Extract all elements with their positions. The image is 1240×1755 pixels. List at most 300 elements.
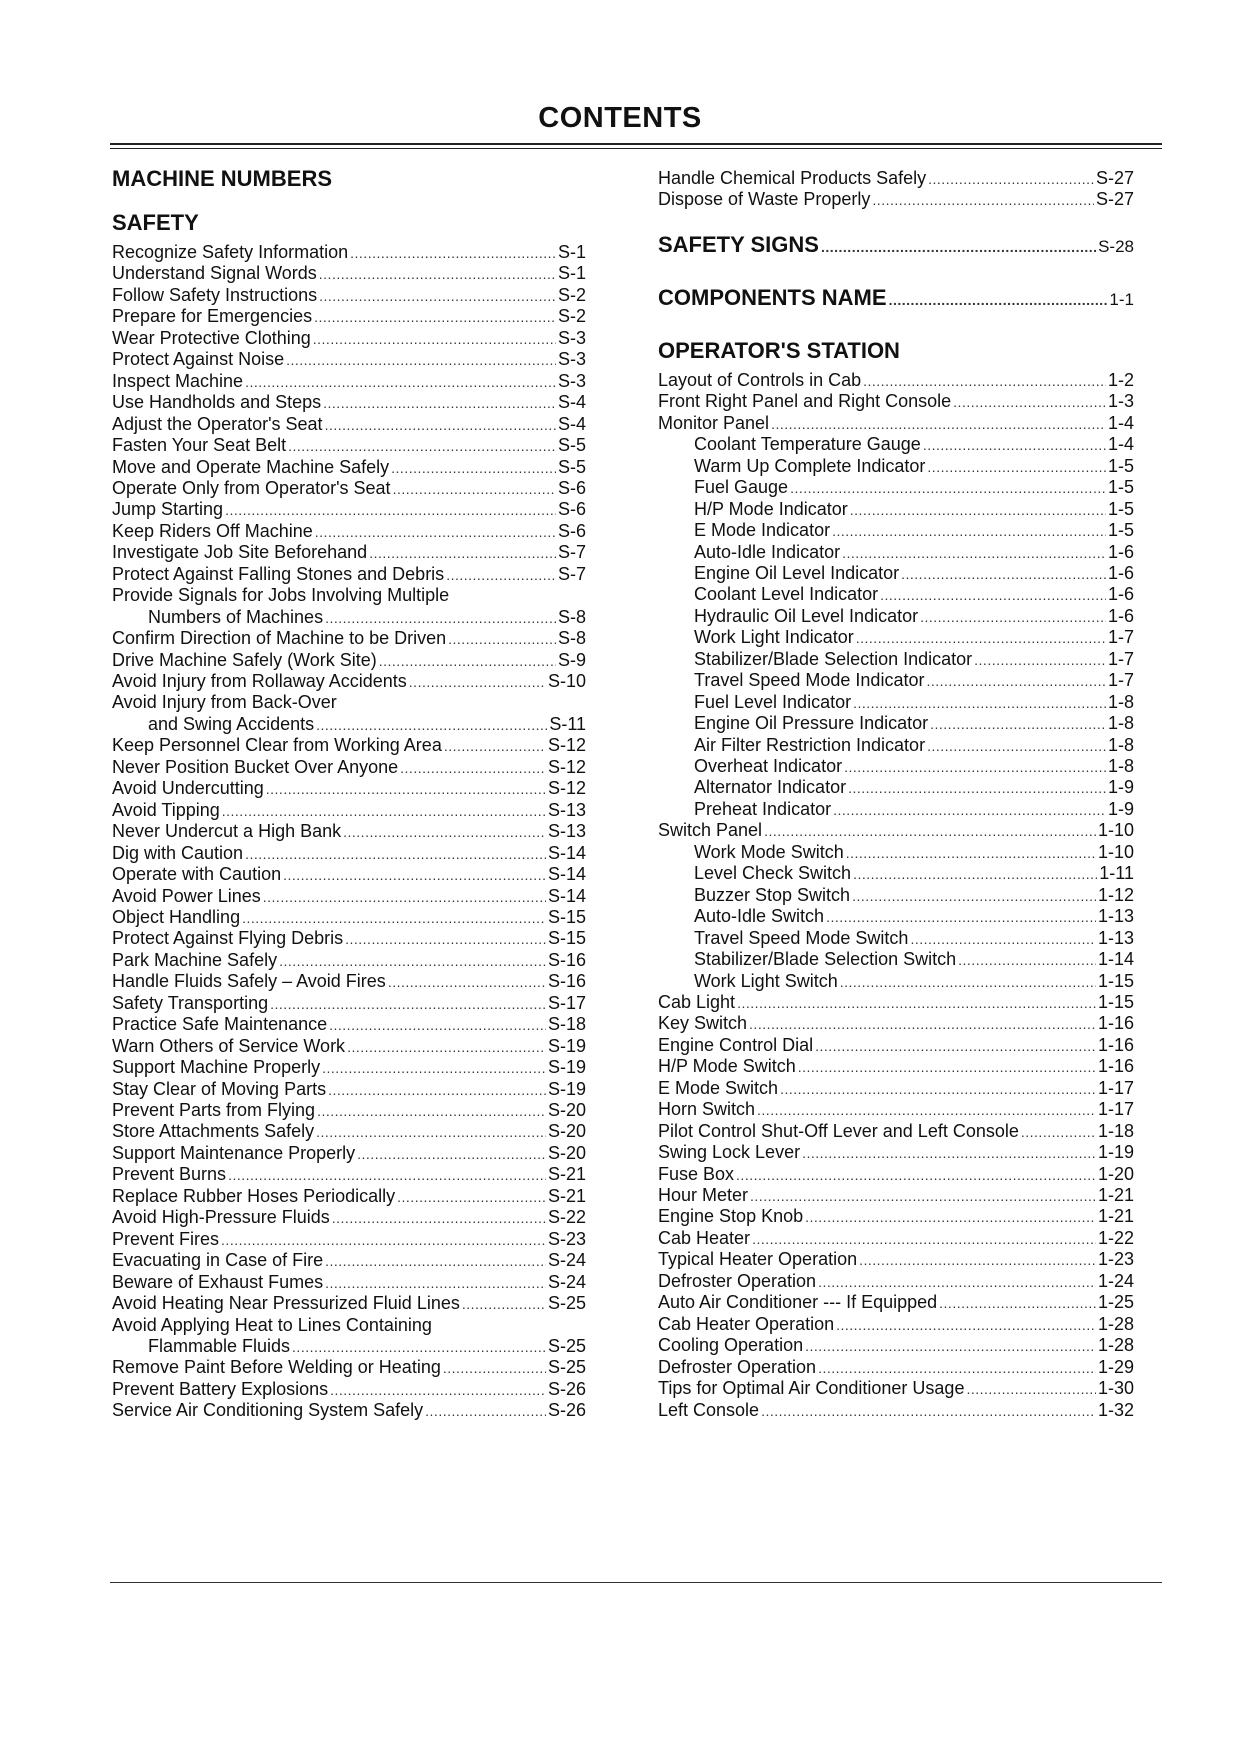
toc-page-number: 1-22 (1097, 1227, 1134, 1248)
toc-entry[interactable] (148, 1336, 586, 1357)
toc-entry-label: Monitor Panel (658, 412, 770, 433)
toc-page-number: 1-6 (1107, 562, 1134, 583)
toc-entry[interactable] (658, 168, 1134, 189)
toc-entry-label: Air Filter Restriction Indicator (694, 734, 926, 755)
toc-entry-text: Avoid Injury from Back-Over (112, 692, 337, 713)
toc-entry-label: Remove Paint Before Welding or Heating (112, 1357, 441, 1378)
toc-entry[interactable] (658, 1035, 1134, 1056)
toc-entry[interactable] (112, 1293, 586, 1314)
toc-entry-label: Tips for Optimal Air Conditioner Usage (658, 1378, 965, 1399)
toc-entry-label: Operate Only from Operator's Seat (112, 477, 391, 498)
toc-section-safety: SAFETY (112, 210, 199, 235)
dot-leader (330, 1382, 546, 1398)
toc-entry-label: Handle Chemical Products Safely (658, 168, 927, 188)
dot-leader (391, 460, 556, 476)
dot-leader (332, 1210, 546, 1226)
toc-entry[interactable] (694, 477, 1134, 498)
dot-leader (815, 1038, 1096, 1054)
toc-entry[interactable] (694, 777, 1134, 798)
toc-entry-label: Left Console (658, 1399, 760, 1420)
dot-leader (279, 953, 546, 969)
toc-entry[interactable] (658, 1292, 1134, 1313)
toc-page-number: 1-5 (1107, 477, 1134, 498)
toc-page-number: 1-20 (1097, 1163, 1134, 1184)
toc-page-number: 1-19 (1097, 1142, 1134, 1163)
toc-entry[interactable] (112, 435, 586, 456)
dot-leader (1021, 1124, 1096, 1140)
toc-entry[interactable] (658, 1206, 1134, 1227)
dot-leader (923, 437, 1106, 453)
dot-leader (325, 417, 556, 433)
dot-leader (319, 266, 556, 282)
toc-entry-label: Service Air Conditioning System Safely (112, 1400, 424, 1421)
dot-leader (889, 292, 1108, 308)
toc-entry-label: Cab Light (658, 991, 736, 1012)
toc-entry-label: Understand Signal Words (112, 263, 317, 284)
toc-entry[interactable] (112, 1143, 586, 1164)
toc-page-number: 1-28 (1097, 1313, 1134, 1334)
toc-entry[interactable] (112, 285, 586, 306)
toc-page-number: 1-12 (1097, 884, 1134, 905)
toc-entry[interactable] (694, 584, 1134, 605)
toc-entry[interactable] (112, 1057, 586, 1078)
toc-entry-label: Work Mode Switch (694, 841, 844, 862)
toc-entry[interactable] (112, 821, 586, 842)
toc-entry[interactable] (694, 906, 1134, 927)
toc-entry[interactable] (112, 950, 586, 971)
toc-entry-label: Practice Safe Maintenance (112, 1014, 328, 1035)
toc-entry[interactable] (112, 1229, 586, 1250)
toc-entry[interactable] (658, 820, 1134, 841)
toc-entry-label: Stabilizer/Blade Selection Switch (694, 949, 957, 970)
dot-leader (953, 394, 1106, 410)
toc-entry[interactable] (658, 1335, 1134, 1356)
toc-entry[interactable] (658, 413, 1134, 434)
toc-entry-label: Stay Clear of Moving Parts (112, 1078, 327, 1099)
dot-leader (325, 1253, 546, 1269)
dot-leader (316, 1124, 546, 1140)
dot-leader (328, 1082, 546, 1098)
toc-entry-label: Stabilizer/Blade Selection Indicator (694, 648, 973, 669)
dot-leader (856, 630, 1106, 646)
toc-page-number: 1-8 (1107, 713, 1134, 734)
toc-entry[interactable] (148, 714, 586, 735)
toc-entry[interactable] (112, 907, 586, 928)
toc-entry[interactable] (694, 799, 1134, 820)
toc-entry-label: Travel Speed Mode Indicator (694, 670, 925, 691)
toc-page-number: S-24 (547, 1271, 586, 1292)
toc-page-number: 1-6 (1107, 584, 1134, 605)
toc-entry[interactable] (694, 842, 1134, 863)
toc-entry[interactable] (694, 863, 1134, 884)
toc-entry-label: Recognize Safety Information (112, 242, 349, 262)
toc-page-number: 1-21 (1097, 1185, 1134, 1205)
toc-entry[interactable] (112, 757, 586, 778)
toc-entry[interactable] (112, 542, 586, 563)
dot-leader (317, 1103, 546, 1119)
toc-page-number: 1-25 (1097, 1292, 1134, 1313)
toc-entry-label: Swing Lock Lever (658, 1142, 801, 1163)
toc-page-number: 1-18 (1097, 1120, 1134, 1141)
dot-leader (736, 1167, 1096, 1183)
dot-leader (319, 288, 556, 304)
dot-leader (826, 909, 1096, 925)
toc-entry[interactable] (112, 1036, 586, 1057)
toc-entry[interactable] (112, 971, 586, 992)
dot-leader (930, 716, 1106, 732)
toc-entry[interactable] (694, 542, 1134, 563)
toc-entry[interactable] (694, 520, 1134, 541)
toc-section-safety-signs[interactable] (658, 232, 1134, 258)
toc-entry-label: Fuel Gauge (694, 477, 789, 498)
toc-entry[interactable] (112, 778, 586, 799)
toc-entry[interactable] (112, 650, 586, 671)
toc-page-number: S-16 (547, 971, 586, 992)
toc-page-number: 1-6 (1107, 541, 1134, 562)
toc-page-number: 1-9 (1107, 777, 1134, 798)
dot-leader (852, 888, 1096, 904)
toc-page-number: 1-8 (1107, 734, 1134, 755)
dot-leader (752, 1231, 1096, 1247)
toc-entry[interactable] (694, 692, 1134, 713)
toc-entry[interactable] (112, 671, 586, 692)
toc-entry-label: Dispose of Waste Properly (658, 189, 871, 210)
dot-leader (749, 1016, 1096, 1032)
toc-entry-label: H/P Mode Switch (658, 1056, 796, 1077)
toc-entry[interactable] (112, 1079, 586, 1100)
toc-entry[interactable] (694, 928, 1134, 949)
toc-page-number: S-12 (547, 756, 586, 777)
toc-entry[interactable] (658, 1164, 1134, 1185)
toc-page-number: S-21 (547, 1164, 586, 1185)
toc-entry-label: Work Light Switch (694, 970, 838, 991)
toc-entry[interactable] (112, 886, 586, 907)
toc-page-number: S-17 (547, 992, 586, 1013)
toc-entry[interactable] (112, 735, 586, 756)
dot-leader (780, 1081, 1096, 1097)
toc-entry[interactable] (658, 1249, 1134, 1270)
toc-page-number: 1-1 (1109, 289, 1134, 309)
toc-entry-label: Hydraulic Oil Level Indicator (694, 605, 919, 626)
toc-entry[interactable] (112, 928, 586, 949)
toc-entry[interactable] (112, 1357, 586, 1378)
dot-leader (409, 674, 546, 690)
toc-page-number: S-1 (557, 242, 586, 262)
dot-leader (958, 952, 1096, 968)
toc-entry-label: Defroster Operation (658, 1356, 817, 1377)
toc-entry[interactable] (112, 800, 586, 821)
toc-entry[interactable] (112, 1186, 586, 1207)
toc-entry-label: Auto-Idle Indicator (694, 541, 841, 562)
toc-entry[interactable] (112, 349, 586, 370)
toc-entry[interactable] (694, 949, 1134, 970)
toc-page-number: 1-8 (1107, 691, 1134, 712)
dot-leader (966, 1381, 1096, 1397)
toc-page-number: 1-21 (1097, 1206, 1134, 1227)
toc-entry[interactable] (112, 499, 586, 520)
toc-entry-label: Never Undercut a High Bank (112, 821, 342, 842)
toc-page-number: S-4 (557, 413, 586, 434)
toc-entry-label: Fuel Level Indicator (694, 691, 852, 712)
toc-entry[interactable] (112, 1379, 586, 1400)
toc-section-machine-numbers: MACHINE NUMBERS (112, 166, 332, 191)
dot-leader (221, 1232, 546, 1248)
dot-leader (880, 587, 1106, 603)
toc-entry[interactable] (112, 392, 586, 413)
toc-entry[interactable] (112, 1250, 586, 1271)
toc-page-number: 1-16 (1097, 1034, 1134, 1055)
toc-entry-label: and Swing Accidents (148, 713, 315, 734)
toc-entry[interactable] (112, 457, 586, 478)
toc-page-number: 1-32 (1097, 1399, 1134, 1420)
toc-entry[interactable] (658, 1378, 1134, 1399)
toc-section-components-name[interactable] (658, 285, 1134, 311)
dot-leader (329, 1017, 546, 1033)
toc-page-number: S-10 (547, 671, 586, 691)
toc-entry[interactable] (112, 1272, 586, 1293)
toc-entry-label: Horn Switch (658, 1099, 756, 1120)
toc-entry[interactable] (658, 1314, 1134, 1335)
toc-entry-label: Flammable Fluids (148, 1335, 291, 1356)
toc-entry-label: Numbers of Machines (148, 606, 324, 627)
dot-leader (443, 1360, 546, 1376)
toc-page-number: S-13 (547, 799, 586, 820)
toc-page-number: 1-9 (1107, 798, 1134, 819)
toc-page-number: S-23 (547, 1228, 586, 1249)
toc-entry-text: Provide Signals for Jobs Involving Multiple (112, 585, 450, 606)
dot-leader (853, 866, 1097, 882)
toc-entry-label: Work Light Indicator (694, 627, 854, 648)
toc-page-number: S-6 (557, 477, 586, 498)
toc-entry[interactable] (694, 606, 1134, 627)
dot-leader (325, 1275, 546, 1291)
toc-entry-label: Cab Heater Operation (658, 1313, 835, 1334)
toc-entry-label: Safety Transporting (112, 992, 269, 1013)
toc-entry[interactable] (112, 478, 586, 499)
toc-page-number: 1-5 (1107, 520, 1134, 541)
dot-leader (462, 1296, 546, 1312)
toc-entry[interactable] (694, 563, 1134, 584)
toc-entry-label: Protect Against Noise (112, 349, 285, 370)
toc-entry[interactable] (658, 370, 1134, 391)
toc-page-number: S-5 (557, 456, 586, 477)
toc-entry-label: Coolant Level Indicator (694, 584, 879, 605)
toc-page-number: 1-6 (1107, 605, 1134, 626)
toc-entry[interactable] (112, 993, 586, 1014)
toc-entry-label: Warn Others of Service Work (112, 1035, 346, 1056)
toc-page-number: S-26 (547, 1378, 586, 1399)
toc-entry[interactable] (694, 627, 1134, 648)
dot-leader (228, 1167, 546, 1183)
dot-leader (283, 867, 546, 883)
toc-entry[interactable] (112, 1164, 586, 1185)
toc-page-number: S-21 (547, 1185, 586, 1206)
toc-page-number: S-20 (547, 1100, 586, 1120)
toc-entry-label: Replace Rubber Hoses Periodically (112, 1185, 396, 1206)
toc-entry[interactable] (112, 564, 586, 585)
toc-page-number: S-20 (547, 1121, 586, 1142)
dot-leader (790, 480, 1106, 496)
toc-entry[interactable] (658, 1056, 1134, 1077)
toc-entry[interactable] (112, 628, 586, 649)
toc-entry-label: Support Maintenance Properly (112, 1142, 356, 1163)
toc-entry-label: Beware of Exhaust Fumes (112, 1271, 324, 1292)
toc-entry-label: Jump Starting (112, 499, 224, 520)
toc-entry[interactable] (694, 456, 1134, 477)
toc-page-number: 1-28 (1097, 1335, 1134, 1356)
dot-leader (927, 738, 1106, 754)
toc-page-number: S-15 (547, 928, 586, 949)
dot-leader (863, 373, 1106, 389)
toc-entry[interactable] (112, 371, 586, 392)
toc-page-number: 1-17 (1097, 1099, 1134, 1120)
dot-leader (245, 846, 546, 862)
dot-leader (286, 352, 556, 368)
toc-entry[interactable] (658, 189, 1134, 210)
toc-entry[interactable] (694, 499, 1134, 520)
toc-entry[interactable] (658, 391, 1134, 412)
toc-entry[interactable] (112, 306, 586, 327)
toc-entry[interactable] (694, 670, 1134, 691)
toc-entry[interactable] (658, 1357, 1134, 1378)
toc-page-number: 1-15 (1097, 991, 1134, 1012)
toc-page-number: S-4 (557, 392, 586, 413)
dot-leader (292, 1339, 546, 1355)
toc-page-number: 1-16 (1097, 1056, 1134, 1077)
toc-entry-label: Move and Operate Machine Safely (112, 456, 390, 477)
dot-leader (928, 171, 1094, 187)
toc-entry-label: Support Machine Properly (112, 1057, 321, 1078)
toc-entry[interactable] (148, 607, 586, 628)
toc-page-number: S-7 (557, 563, 586, 584)
toc-page-number: 1-3 (1107, 391, 1134, 412)
toc-page-number: 1-15 (1097, 970, 1134, 991)
toc-entry[interactable] (658, 1099, 1134, 1120)
toc-page-number: S-19 (547, 1078, 586, 1099)
dot-leader (850, 502, 1106, 518)
toc-page-number: S-26 (547, 1400, 586, 1421)
toc-page-number: S-16 (547, 949, 586, 970)
dot-leader (323, 395, 556, 411)
dot-leader (322, 1060, 546, 1076)
toc-entry-label: Wear Protective Clothing (112, 327, 311, 348)
page-title: CONTENTS (538, 102, 702, 134)
toc-page-number: S-20 (547, 1142, 586, 1163)
toc-page-number: S-25 (547, 1357, 586, 1378)
toc-page-number: S-14 (547, 885, 586, 906)
toc-entry[interactable] (658, 1013, 1134, 1034)
dot-leader (761, 1403, 1096, 1419)
toc-page-number: S-27 (1095, 168, 1134, 188)
toc-entry-label: Typical Heater Operation (658, 1249, 858, 1270)
dot-leader (350, 245, 556, 261)
toc-entry-label: Prevent Burns (112, 1164, 227, 1185)
dot-leader (764, 823, 1096, 839)
toc-entry[interactable] (694, 713, 1134, 734)
dot-leader (425, 1403, 546, 1419)
toc-entry[interactable] (112, 864, 586, 885)
dot-leader (266, 781, 546, 797)
toc-entry-label: Investigate Job Site Beforehand (112, 542, 368, 563)
toc-entry[interactable] (112, 1400, 586, 1421)
toc-page-number: 1-29 (1097, 1356, 1134, 1377)
dot-leader (315, 524, 556, 540)
toc-section-operator-s-station: OPERATOR'S STATION (658, 337, 900, 363)
toc-entry[interactable] (658, 1271, 1134, 1292)
toc-entry[interactable] (658, 1185, 1134, 1206)
toc-entry[interactable] (112, 843, 586, 864)
toc-page-number: 1-10 (1097, 820, 1134, 841)
toc-page-number: S-12 (547, 778, 586, 799)
toc-entry-label: E Mode Indicator (694, 520, 831, 541)
dot-leader (846, 845, 1096, 861)
dot-leader (821, 239, 1096, 255)
toc-entry[interactable] (694, 649, 1134, 670)
toc-page-number: S-25 (547, 1293, 586, 1314)
toc-entry[interactable] (694, 756, 1134, 777)
toc-page-number: 1-17 (1097, 1077, 1134, 1098)
dot-leader (859, 1252, 1096, 1268)
toc-entry[interactable] (112, 521, 586, 542)
toc-entry-text: Avoid Applying Heat to Lines Containing (112, 1314, 432, 1335)
toc-entry-label: Avoid Injury from Rollaway Accidents (112, 671, 407, 691)
toc-entry-label: Protect Against Falling Stones and Debris (112, 563, 445, 584)
toc-entry-label: Fasten Your Seat Belt (112, 435, 287, 456)
toc-entry-label: Alternator Indicator (694, 777, 847, 798)
dot-leader (974, 652, 1106, 668)
toc-entry-label: Layout of Controls in Cab (658, 369, 862, 390)
toc-entry[interactable] (658, 1142, 1134, 1163)
toc-entry[interactable] (658, 1400, 1134, 1421)
toc-entry[interactable] (112, 1207, 586, 1228)
toc-entry-label: Avoid High-Pressure Fluids (112, 1207, 330, 1228)
toc-entry[interactable] (694, 885, 1134, 906)
toc-page-number: 1-7 (1107, 627, 1134, 648)
toc-entry[interactable] (694, 971, 1134, 992)
toc-entry[interactable] (112, 414, 586, 435)
toc-entry-label: Buzzer Stop Switch (694, 884, 851, 905)
toc-entry-label: Prevent Parts from Flying (112, 1100, 316, 1120)
dot-leader (225, 502, 556, 518)
toc-entry[interactable] (694, 735, 1134, 756)
toc-entry[interactable] (112, 263, 586, 284)
dot-leader (901, 566, 1106, 582)
toc-entry-label: Fuse Box (658, 1163, 735, 1184)
dot-leader (347, 1039, 546, 1055)
toc-entry[interactable] (112, 1014, 586, 1035)
toc-page-number: S-22 (547, 1207, 586, 1228)
toc-entry-label: Pilot Control Shut-Off Lever and Left Console (658, 1120, 1019, 1141)
toc-entry[interactable] (112, 242, 586, 263)
toc-entry[interactable] (658, 992, 1134, 1013)
dot-leader (325, 610, 556, 626)
toc-entry[interactable] (658, 1228, 1134, 1249)
toc-entry[interactable] (112, 328, 586, 349)
toc-entry-label: Engine Oil Pressure Indicator (694, 713, 929, 734)
toc-page-number: S-13 (547, 821, 586, 842)
dot-leader (836, 1317, 1096, 1333)
toc-page-number: S-14 (547, 842, 586, 863)
toc-entry-label: Keep Personnel Clear from Working Area (112, 735, 442, 756)
toc-entry-label: Confirm Direction of Machine to be Driven (112, 628, 447, 649)
toc-entry[interactable] (112, 1100, 586, 1121)
toc-entry[interactable] (112, 1121, 586, 1142)
toc-page-number: 1-4 (1107, 412, 1134, 433)
toc-entry[interactable] (694, 434, 1134, 455)
toc-entry-label: Handle Fluids Safely – Avoid Fires (112, 971, 386, 992)
toc-entry[interactable] (658, 1121, 1134, 1142)
toc-entry[interactable] (658, 1078, 1134, 1099)
